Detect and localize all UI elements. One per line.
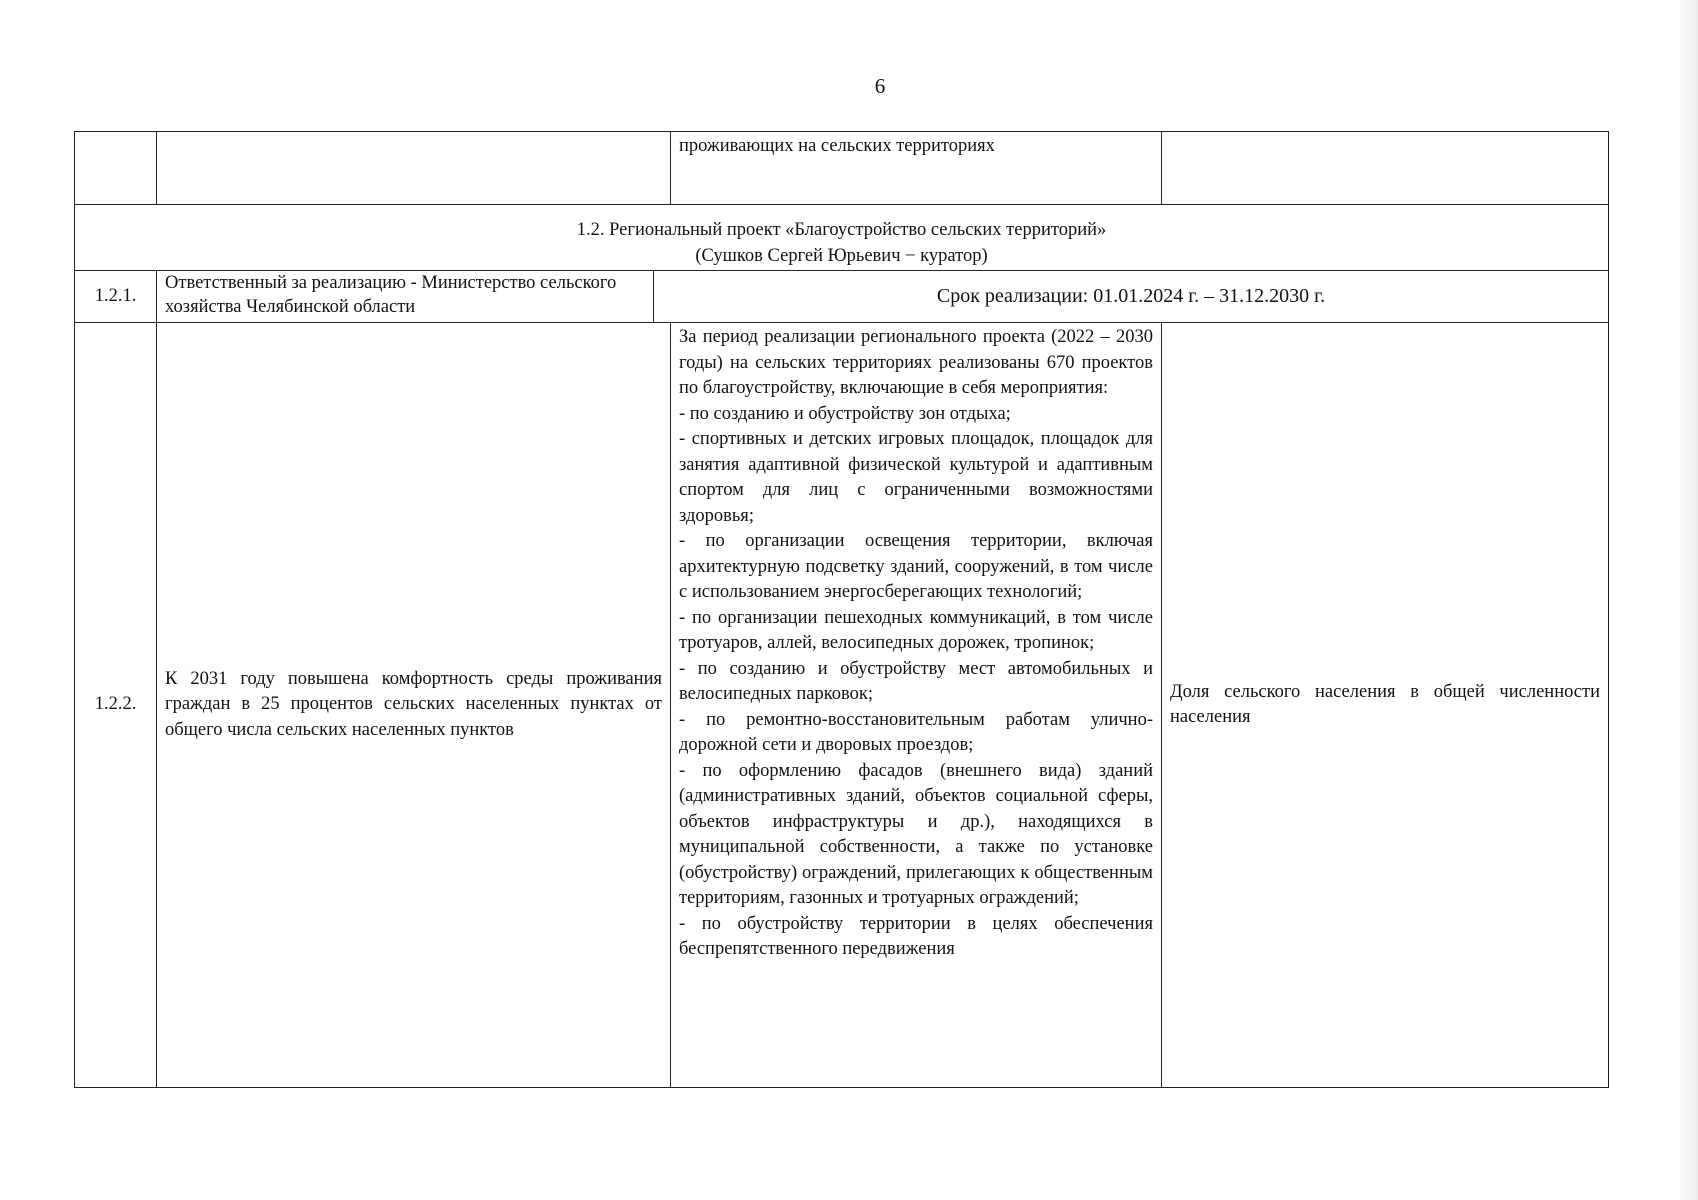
results-paragraph: - по организации пешеходных коммуникаций, в том числе тротуаров, аллей, велосипедных дорожек, тропинок; [679,607,1153,653]
results-paragraph: - по обустройству территории в целях обеспечения беспрепятственного передвижения [679,913,1153,959]
project-title: 1.2. Региональный проект «Благоустройство сельских территорий» [576,219,1107,240]
row-number: 1.2.1. [75,271,157,323]
cell-task-empty [157,132,671,205]
table-row-continuation [75,132,1609,205]
table-row-1-2-1 [75,271,1609,323]
responsible-cell: Ответственный за реализацию - Министерство сельского хозяйства Челябинской области [157,271,654,323]
table-row-project-header [75,205,1609,271]
passport-table [74,131,1609,1088]
results-paragraph: - по ремонтно-восстановительным работам улично-дорожной сети и дворовых проездов; [679,709,1153,755]
implementation-period-cell: Срок реализации: 01.01.2024 г. – 31.12.2030 г. [654,271,1609,323]
results-paragraph: За период реализации регионального проекта (2022 – 2030 годы) на сельских территориях реализованы 670 проектов по благоустройству, включающие в себя мероприятия: [679,327,1153,398]
scan-edge [1680,0,1698,1200]
results-paragraph: - спортивных и детских игровых площадок, площадок для занятия адаптивной физической культурой и адаптивным спортом для лиц с ограниченными возможностями здоровья; [679,429,1153,526]
cell-num-empty [75,132,157,205]
project-header-cell [75,205,1609,271]
row-number: 1.2.2. [75,323,157,1088]
results-paragraph: - по созданию и обустройству зон отдыха; [679,403,1011,424]
results-paragraph: - по оформлению фасадов (внешнего вида) зданий (административных зданий, объектов социальной сферы, объектов инфраструктуры и др.), находящихся в муниципальной собственности, а также по установке (обустройству) ограждений, прилегающих к общественным территориям, газонных и тротуарных ограждений; [679,760,1153,908]
results-paragraph: - по организации освещения территории, включая архитектурную подсветку зданий, сооружений, в том числе с использованием энергосберегающих технологий; [679,531,1153,602]
task-cell: К 2031 году повышена комфортность среды проживания граждан в 25 процентов сельских населенных пунктах от общего числа сельских населенных пунктов [157,323,671,1088]
results-cell [671,323,1162,1088]
indicator-cell: Доля сельского населения в общей численности населения [1162,323,1609,1088]
project-curator: (Сушков Сергей Юрьевич − куратор) [695,245,988,266]
cell-goal-tail: проживающих на сельских территориях [671,132,1162,205]
table-row-1-2-2 [75,323,1609,1088]
page-number: 6 [874,74,886,98]
cell-indicator-empty [1162,132,1609,205]
results-paragraph: - по созданию и обустройству мест автомобильных и велосипедных парковок; [679,658,1153,704]
